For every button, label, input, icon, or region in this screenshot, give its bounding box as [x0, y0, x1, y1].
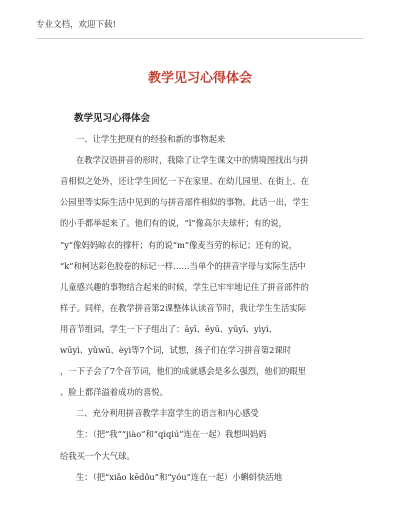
paragraph-line: 生：（把“xiǎo kēdǒu”和“yóu”连在一起）小蝌蚪快活地	[76, 471, 283, 482]
paragraph-line: 音相似之处外，还让学生回忆一下在家里、在幼儿园里、在街上、在	[60, 176, 309, 187]
paragraph-line: “k”和柯达彩色胶卷的标记一样……当单个的拼音字母与实际生活中	[60, 260, 306, 271]
paragraph-line: 公园里等实际生活中见到的与拼音部件相似的事物。此话一出，学生	[60, 197, 309, 208]
paragraph-line: ，一下子会了7个音节词，他们的成就感会是多么强烈，他们的眼里	[60, 366, 306, 377]
paragraph-1	[60, 150, 360, 403]
paragraph-line: 生：（把“我”“jiào”和“qìqiú”连在一起）我想叫妈妈	[76, 429, 267, 440]
paragraph-line: wūyì、yǔwū、èyì等7个词，试想，孩子们在学习拼音第2课时	[60, 345, 292, 356]
paragraph-line: 在教学汉语拼音的形时，我除了让学生课文中的情境图找出与拼	[76, 155, 309, 166]
paragraph-line: “y”像妈妈晾衣的撑杆；有的说“m”像麦当劳的标记；还有的说，	[60, 239, 297, 250]
document-title: 教学见习心得体会	[147, 71, 252, 86]
section-heading-1: 一、让学生把现有的经验和新的事物起来	[76, 134, 226, 145]
document-subtitle: 教学见习心得体会	[74, 113, 151, 124]
paragraph-line: 、脸上都洋溢着成功的喜悦。	[60, 387, 168, 398]
header-note: 专业文档，欢迎下载!	[36, 20, 116, 30]
paragraph-line: 样子。同样，在教学拼音第2课整体认读音节时，我让学生生活实际	[60, 302, 306, 313]
header-divider	[36, 38, 364, 39]
document-body	[60, 108, 360, 488]
section-heading-2: 二、充分利用拼音教学丰富学生的语言和内心感受	[76, 408, 259, 419]
paragraph-line: 给我买一个大气球。	[60, 450, 135, 461]
paragraph-2	[60, 424, 360, 466]
paragraph-line: 儿童感兴趣的事物结合起来的时候，学生已牢牢地记住了拼音部件的	[60, 281, 309, 292]
paragraph-line: 的小手都举起来了。他们有的说，“l”像高尔夫球杆；有的说，	[60, 218, 287, 229]
paragraph-line: 用音节组词，学生一下子组出了：āyī、ēyū、yūyī、yìyì、	[60, 323, 277, 334]
paragraph-3	[60, 467, 360, 488]
